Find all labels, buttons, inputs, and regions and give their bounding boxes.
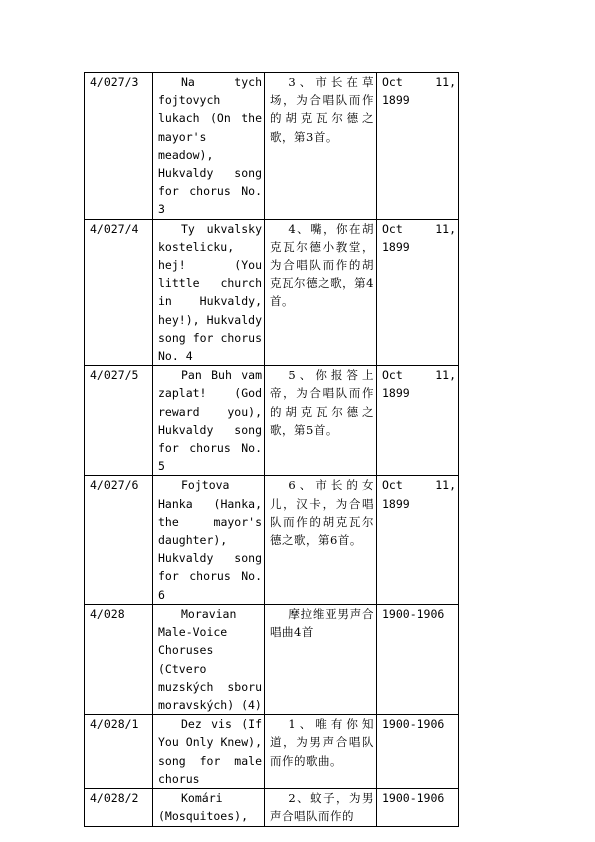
work-id: 4/028/1: [85, 715, 153, 789]
work-id: 4/027/4: [85, 219, 153, 366]
work-title: Ty ukvalsky kostelicku, hej! (You little church in Hukvaldy, hey!), Hukvaldy song for chorus No. 4: [153, 219, 265, 366]
table-row: [85, 366, 459, 476]
work-date: Oct 11, 1899: [377, 476, 459, 604]
work-id: 4/028/2: [85, 789, 153, 826]
work-title: Fojtova Hanka (Hanka, the mayor's daughter), Hukvaldy song for chorus No. 6: [153, 476, 265, 604]
work-title-chinese: 摩拉维亚男声合唱曲4首: [265, 604, 377, 714]
table-row: [85, 476, 459, 604]
work-title-chinese: 2、蚊子，为男声合唱队而作的: [265, 789, 377, 826]
work-title-chinese: 1、唯有你知道，为男声合唱队而作的歌曲。: [265, 715, 377, 789]
work-id: 4/027/5: [85, 366, 153, 476]
work-date: 1900-1906: [377, 715, 459, 789]
work-date: Oct 11, 1899: [377, 219, 459, 366]
work-title-chinese: 3、市长在草场，为合唱队而作的胡克瓦尔德之歌，第3首。: [265, 73, 377, 220]
work-title: Pan Buh vam zaplat! (God reward you), Hukvaldy song for chorus No. 5: [153, 366, 265, 476]
work-id: 4/028: [85, 604, 153, 714]
work-date: 1900-1906: [377, 604, 459, 714]
work-id: 4/027/3: [85, 73, 153, 220]
work-title-chinese: 5、你报答上帝，为合唱队而作的胡克瓦尔德之歌，第5首。: [265, 366, 377, 476]
table-row: [85, 73, 459, 220]
table-row: [85, 715, 459, 789]
table-row: [85, 604, 459, 714]
work-date: Oct 11, 1899: [377, 366, 459, 476]
work-date: 1900-1906: [377, 789, 459, 826]
work-title: Dez vis (If You Only Knew), song for male chorus: [153, 715, 265, 789]
table-row: [85, 789, 459, 826]
work-title-chinese: 6、市长的女儿，汉卡，为合唱队而作的胡克瓦尔德之歌，第6首。: [265, 476, 377, 604]
work-title: Na tych fojtovych lukach (On the mayor's meadow), Hukvaldy song for chorus No. 3: [153, 73, 265, 220]
work-id: 4/027/6: [85, 476, 153, 604]
work-date: Oct 11, 1899: [377, 73, 459, 220]
work-title: Moravian Male-Voice Choruses (Ctvero muzských sboru moravských) (4): [153, 604, 265, 714]
work-title: Komári (Mosquitoes),: [153, 789, 265, 826]
table-row: [85, 219, 459, 366]
catalog-table: [84, 72, 459, 827]
work-title-chinese: 4、嘴，你在胡克瓦尔德小教堂，为合唱队而作的胡克瓦尔德之歌，第4首。: [265, 219, 377, 366]
